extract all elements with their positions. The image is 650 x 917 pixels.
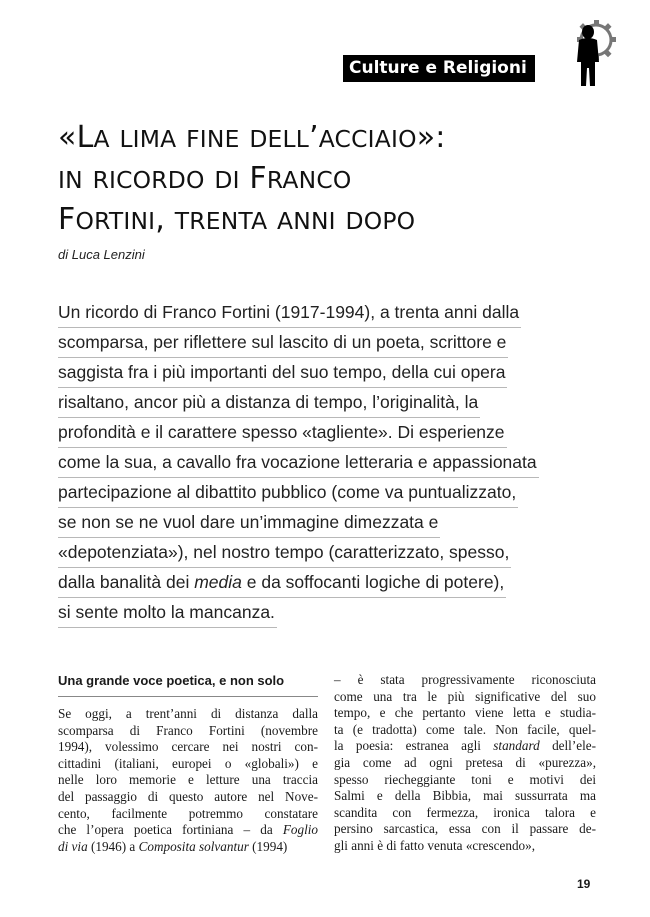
- body-text-line: del passaggio di questo autore nel Nove-: [58, 788, 318, 804]
- body-text-line: gli anni è di fatto venuta «crescendo»,: [334, 837, 536, 853]
- abstract-line: se non se ne vuol dare un’immagine dimezzata e: [58, 508, 440, 538]
- body-text-line: 1994), volessimo cercare nei nostri con-: [58, 739, 318, 755]
- abstract-line: si sente molto la mancanza.: [58, 598, 277, 628]
- body-text-line: tempo, e che pertanto viene letta e studia-: [334, 705, 596, 721]
- title-line: IN RICORDO DI FRANCO: [58, 161, 352, 196]
- body-text-line: di via (1946) a Composita solvantur (1994): [58, 838, 288, 854]
- body-text-line: gia come ad ogni pretesa di «purezza»,: [334, 754, 596, 770]
- body-text-line: cento, facilmente potremmo constatare: [58, 805, 318, 821]
- abstract-line: saggista fra i più importanti del suo tempo, della cui opera: [58, 358, 507, 388]
- section-subheading: Una grande voce poetica, e non solo: [58, 672, 318, 697]
- abstract-line: «depotenziata»), nel nostro tempo (caratterizzato, spesso,: [58, 538, 511, 568]
- body-text-line: che l’opera poetica fortiniana – da Foglio: [58, 822, 318, 838]
- body-text-line: Salmi e della Bibbia, mai sussurrata ma: [334, 788, 596, 804]
- article-title: [58, 118, 618, 241]
- section-label: Culture e Religioni: [343, 55, 535, 82]
- abstract-line: dalla banalità dei media e da soffocanti logiche di potere),: [58, 568, 506, 598]
- body-text-line: nelle loro memorie e letture una traccia: [58, 772, 318, 788]
- left-column: [58, 672, 318, 855]
- title-line: FORTINI, TRENTA ANNI DOPO: [58, 202, 416, 237]
- page-number: 19: [577, 877, 591, 891]
- author-byline: di Luca Lenzini: [58, 247, 145, 262]
- abstract-line: risaltano, ancor più a distanza di tempo, l’originalità, la: [58, 388, 480, 418]
- abstract-line: come la sua, a cavallo fra vocazione letteraria e appassionata: [58, 448, 539, 478]
- body-text-line: scomparsa di Franco Fortini (novembre: [58, 722, 318, 738]
- body-text-line: spesso riecheggiante toni e motivi dei: [334, 771, 596, 787]
- abstract-line: scomparsa, per riflettere sul lascito di un poeta, scrittore e: [58, 328, 508, 358]
- body-text-line: la poesia: estranea agli standard dell’ele-: [334, 738, 596, 754]
- title-line: «LA LIMA FINE DELL’ACCIAIO»:: [58, 120, 446, 155]
- body-text-line: come una tra le più significative del suo: [334, 688, 596, 704]
- right-column: [334, 672, 596, 855]
- abstract-line: partecipazione al dibattito pubblico (come va puntualizzato,: [58, 478, 518, 508]
- silhouette-gear-logo-icon: [566, 18, 622, 88]
- body-text-line: persino sarcastica, essa con il passare de-: [334, 821, 596, 837]
- abstract: [58, 298, 618, 628]
- body-text-line: cittadini (italiani, europei o «globali») e: [58, 755, 318, 771]
- body-text-line: – è stata progressivamente riconosciuta: [334, 672, 596, 687]
- abstract-line: Un ricordo di Franco Fortini (1917-1994), a trenta anni dalla: [58, 298, 521, 328]
- body-text-line: ta (e tradotta) come tale. Non facile, quel-: [334, 721, 596, 737]
- abstract-line: profondità e il carattere spesso «tagliente». Di esperienze: [58, 418, 507, 448]
- body-text-line: scandita con fermezza, ironica talora e: [334, 804, 596, 820]
- body-text-line: Se oggi, a trent’anni di distanza dalla: [58, 706, 318, 721]
